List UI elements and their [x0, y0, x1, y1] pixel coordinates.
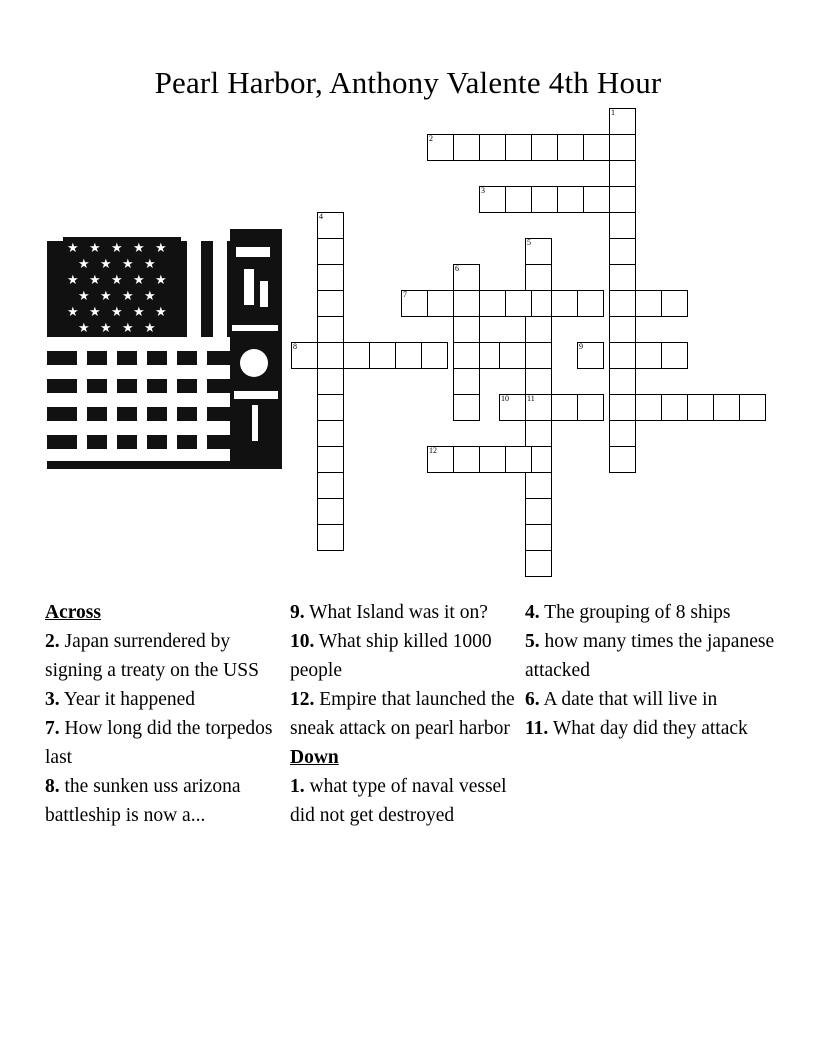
clue-number: 3. [45, 689, 60, 710]
flag-photo [47, 229, 282, 469]
crossword-cell[interactable] [317, 524, 344, 551]
crossword-cell[interactable] [661, 394, 688, 421]
crossword-cell[interactable] [609, 342, 636, 369]
crossword-cell[interactable] [525, 342, 552, 369]
clue-text: Empire that launched the sneak attack on pearl harbor [290, 689, 515, 739]
cell-number: 7 [403, 290, 407, 299]
flag-stripe [107, 351, 117, 461]
crossword-cell[interactable] [635, 290, 662, 317]
crossword-cell[interactable] [479, 290, 506, 317]
clue-text: What ship killed 1000 people [290, 631, 492, 681]
crossword-cell[interactable] [317, 472, 344, 499]
crossword-cell[interactable] [557, 186, 584, 213]
clue-text: A date that will live in [543, 689, 718, 710]
crossword-cell[interactable] [317, 394, 344, 421]
clue-number: 2. [45, 631, 60, 652]
clue-text: Japan surrendered by signing a treaty on the USS [45, 631, 259, 681]
flag-stripe [137, 351, 147, 461]
crossword-cell[interactable] [427, 134, 454, 161]
flag-canton: ★ ★ ★ ★ ★ ★ ★ ★ ★ ★ ★ ★ ★ ★ ★ ★ ★ ★ ★ ★ ★ ★ ★ ★ ★ ★ ★ [63, 237, 181, 337]
clue-column-2 [290, 598, 518, 830]
crossword-cell[interactable] [609, 446, 636, 473]
crossword-cell[interactable] [453, 316, 480, 343]
crossword-cell[interactable] [453, 134, 480, 161]
cell-number: 5 [527, 238, 531, 247]
crossword-cell[interactable] [713, 394, 740, 421]
crossword-cell[interactable] [577, 290, 604, 317]
crossword-cell[interactable] [317, 212, 344, 239]
crossword-cell[interactable] [505, 446, 532, 473]
cell-number: 4 [319, 212, 323, 221]
crossword-cell[interactable] [427, 446, 454, 473]
crossword-cell[interactable] [635, 342, 662, 369]
crossword-cell[interactable] [317, 446, 344, 473]
crossword-cell[interactable] [609, 238, 636, 265]
cell-number: 6 [455, 264, 459, 273]
clue-number: 5. [525, 631, 540, 652]
crossword-cell[interactable] [453, 342, 480, 369]
clue-number: 11. [525, 718, 549, 739]
crossword-cell[interactable] [479, 186, 506, 213]
cell-number: 10 [501, 394, 509, 403]
crossword-cell[interactable] [551, 394, 578, 421]
crossword-cell[interactable] [317, 264, 344, 291]
cell-number: 11 [527, 394, 535, 403]
crossword-cell[interactable] [317, 498, 344, 525]
crossword-cell[interactable] [505, 134, 532, 161]
crossword-cell[interactable] [609, 394, 636, 421]
crossword-cell[interactable] [499, 394, 526, 421]
crossword-cell[interactable] [421, 342, 448, 369]
crossword-grid[interactable] [285, 108, 775, 568]
clue-number: 7. [45, 718, 60, 739]
clue-lists [45, 598, 775, 968]
clue-number: 10. [290, 631, 315, 652]
crossword-cell[interactable] [551, 290, 578, 317]
crossword-cell[interactable] [609, 368, 636, 395]
crossword-cell[interactable] [479, 134, 506, 161]
crossword-cell[interactable] [609, 160, 636, 187]
crossword-cell[interactable] [609, 290, 636, 317]
clue-text: what type of naval vessel did not get destroyed [290, 776, 507, 826]
crossword-cell[interactable] [317, 238, 344, 265]
flag-stripe [77, 351, 87, 461]
clue-text: Year it happened [63, 689, 196, 710]
crossword-cell[interactable] [343, 342, 370, 369]
crossword-cell[interactable] [609, 108, 636, 135]
crossword-cell[interactable] [609, 134, 636, 161]
cell-number: 1 [611, 108, 615, 117]
crossword-cell[interactable] [317, 316, 344, 343]
flag-stripe [197, 351, 207, 461]
crossword-cell[interactable] [525, 524, 552, 551]
crossword-cell[interactable] [453, 290, 480, 317]
clue-number: 8. [45, 776, 60, 797]
crossword-cell[interactable] [609, 264, 636, 291]
crossword-cell[interactable] [525, 368, 552, 395]
crossword-cell[interactable] [453, 368, 480, 395]
crossword-cell[interactable] [525, 498, 552, 525]
clue-text: What day did they attack [552, 718, 748, 739]
clue-text: the sunken uss arizona battleship is now a... [45, 776, 241, 826]
clue-number: 1. [290, 776, 305, 797]
clue-number: 9. [290, 602, 305, 623]
down-heading: Down [290, 747, 339, 768]
crossword-cell[interactable] [427, 290, 454, 317]
flag-stripe [167, 351, 177, 461]
across-heading: Across [45, 602, 101, 623]
crossword-cell[interactable] [525, 472, 552, 499]
crossword-cell[interactable] [369, 342, 396, 369]
clue-column-1 [45, 598, 273, 830]
crossword-cell[interactable] [525, 394, 552, 421]
photo-harbor-silhouette [230, 229, 282, 469]
crossword-cell[interactable] [531, 186, 558, 213]
photo-bottom-edge [47, 463, 282, 469]
crossword-cell[interactable] [609, 186, 636, 213]
cell-number: 8 [293, 342, 297, 351]
crossword-cell[interactable] [525, 420, 552, 447]
crossword-cell[interactable] [635, 394, 662, 421]
flag-stripe [47, 337, 237, 351]
crossword-cell[interactable] [583, 134, 610, 161]
crossword-cell[interactable] [609, 420, 636, 447]
crossword-cell[interactable] [577, 394, 604, 421]
crossword-cell[interactable] [453, 394, 480, 421]
crossword-cell[interactable] [401, 290, 428, 317]
crossword-cell[interactable] [317, 368, 344, 395]
crossword-cell[interactable] [317, 342, 344, 369]
crossword-cell[interactable] [661, 290, 688, 317]
crossword-cell[interactable] [291, 342, 318, 369]
crossword-cell[interactable] [499, 342, 526, 369]
crossword-cell[interactable] [525, 264, 552, 291]
crossword-cell[interactable] [505, 290, 532, 317]
crossword-cell[interactable] [525, 550, 552, 577]
clue-text: how many times the japanese attacked [525, 631, 775, 681]
crossword-cell[interactable] [609, 212, 636, 239]
crossword-cell[interactable] [525, 316, 552, 343]
clue-number: 4. [525, 602, 540, 623]
crossword-cell[interactable] [687, 394, 714, 421]
crossword-cell[interactable] [739, 394, 766, 421]
flag-stripe [213, 241, 227, 337]
crossword-cell[interactable] [505, 186, 532, 213]
clue-text: What Island was it on? [309, 602, 488, 623]
crossword-cell[interactable] [661, 342, 688, 369]
flag-stripe [187, 241, 201, 337]
crossword-cell[interactable] [557, 134, 584, 161]
cell-number: 12 [429, 446, 437, 455]
crossword-cell[interactable] [479, 446, 506, 473]
crossword-cell[interactable] [395, 342, 422, 369]
crossword-cell[interactable] [453, 446, 480, 473]
clue-column-3 [525, 598, 775, 743]
clue-number: 6. [525, 689, 540, 710]
crossword-cell[interactable] [577, 342, 604, 369]
crossword-cell[interactable] [609, 316, 636, 343]
crossword-cell[interactable] [453, 264, 480, 291]
crossword-cell[interactable] [583, 186, 610, 213]
cell-number: 2 [429, 134, 433, 143]
clue-number: 12. [290, 689, 315, 710]
page-title: Pearl Harbor, Anthony Valente 4th Hour [154, 64, 662, 100]
cell-number: 3 [481, 186, 485, 195]
cell-number: 9 [579, 342, 583, 351]
clue-text: The grouping of 8 ships [544, 602, 731, 623]
clue-text: How long did the torpedos last [45, 718, 273, 768]
crossword-cell[interactable] [317, 290, 344, 317]
crossword-cell[interactable] [525, 238, 552, 265]
crossword-cell[interactable] [317, 420, 344, 447]
crossword-cell[interactable] [531, 134, 558, 161]
